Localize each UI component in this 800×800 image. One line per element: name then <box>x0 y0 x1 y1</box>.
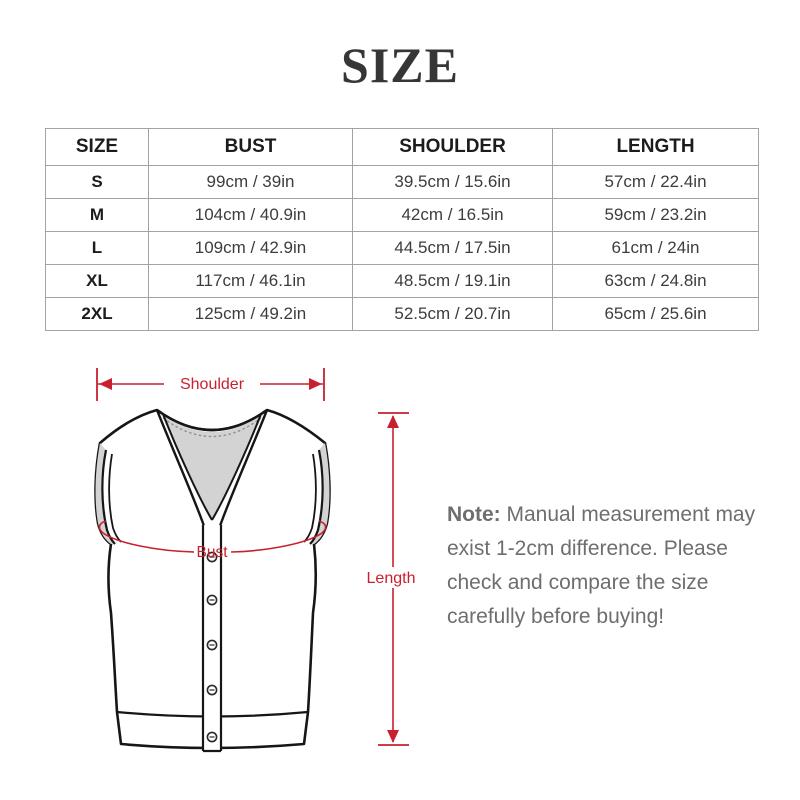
note-text: Manual measurement may <box>500 503 756 526</box>
cell-size: XL <box>46 265 149 298</box>
length-label: Length <box>366 570 416 587</box>
cell-shoulder: 42cm / 16.5in <box>353 199 553 232</box>
header-bust: BUST <box>149 129 353 166</box>
cell-size: M <box>46 199 149 232</box>
shoulder-label: Shoulder <box>179 376 245 393</box>
cell-length: 59cm / 23.2in <box>553 199 759 232</box>
table-header-row <box>46 129 759 166</box>
note-line: carefully before buying! <box>447 605 665 628</box>
note-line: exist 1-2cm difference. Please <box>447 537 728 560</box>
cell-bust: 104cm / 40.9in <box>149 199 353 232</box>
table-row <box>46 298 759 331</box>
cell-bust: 125cm / 49.2in <box>149 298 353 331</box>
cell-size: 2XL <box>46 298 149 331</box>
header-length: LENGTH <box>553 129 759 166</box>
cell-size: L <box>46 232 149 265</box>
note-block <box>447 498 767 634</box>
cell-length: 63cm / 24.8in <box>553 265 759 298</box>
header-shoulder: SHOULDER <box>353 129 553 166</box>
table-row <box>46 199 759 232</box>
page-title: SIZE <box>341 37 459 93</box>
cell-shoulder: 48.5cm / 19.1in <box>353 265 553 298</box>
cell-length: 57cm / 22.4in <box>553 166 759 199</box>
cell-bust: 117cm / 46.1in <box>149 265 353 298</box>
table-row <box>46 232 759 265</box>
cell-bust: 99cm / 39in <box>149 166 353 199</box>
cell-length: 65cm / 25.6in <box>553 298 759 331</box>
size-table <box>45 128 759 331</box>
header-size: SIZE <box>46 129 149 166</box>
note-line: check and compare the size <box>447 571 709 594</box>
cell-size: S <box>46 166 149 199</box>
cell-shoulder: 44.5cm / 17.5in <box>353 232 553 265</box>
bust-label: Bust <box>196 544 228 561</box>
table-row <box>46 166 759 199</box>
cell-bust: 109cm / 42.9in <box>149 232 353 265</box>
cell-shoulder: 39.5cm / 15.6in <box>353 166 553 199</box>
note-line <box>447 498 767 532</box>
cell-shoulder: 52.5cm / 20.7in <box>353 298 553 331</box>
cell-length: 61cm / 24in <box>553 232 759 265</box>
measurement-diagram <box>60 360 440 792</box>
table-row <box>46 265 759 298</box>
note-label: Note: <box>447 503 501 526</box>
